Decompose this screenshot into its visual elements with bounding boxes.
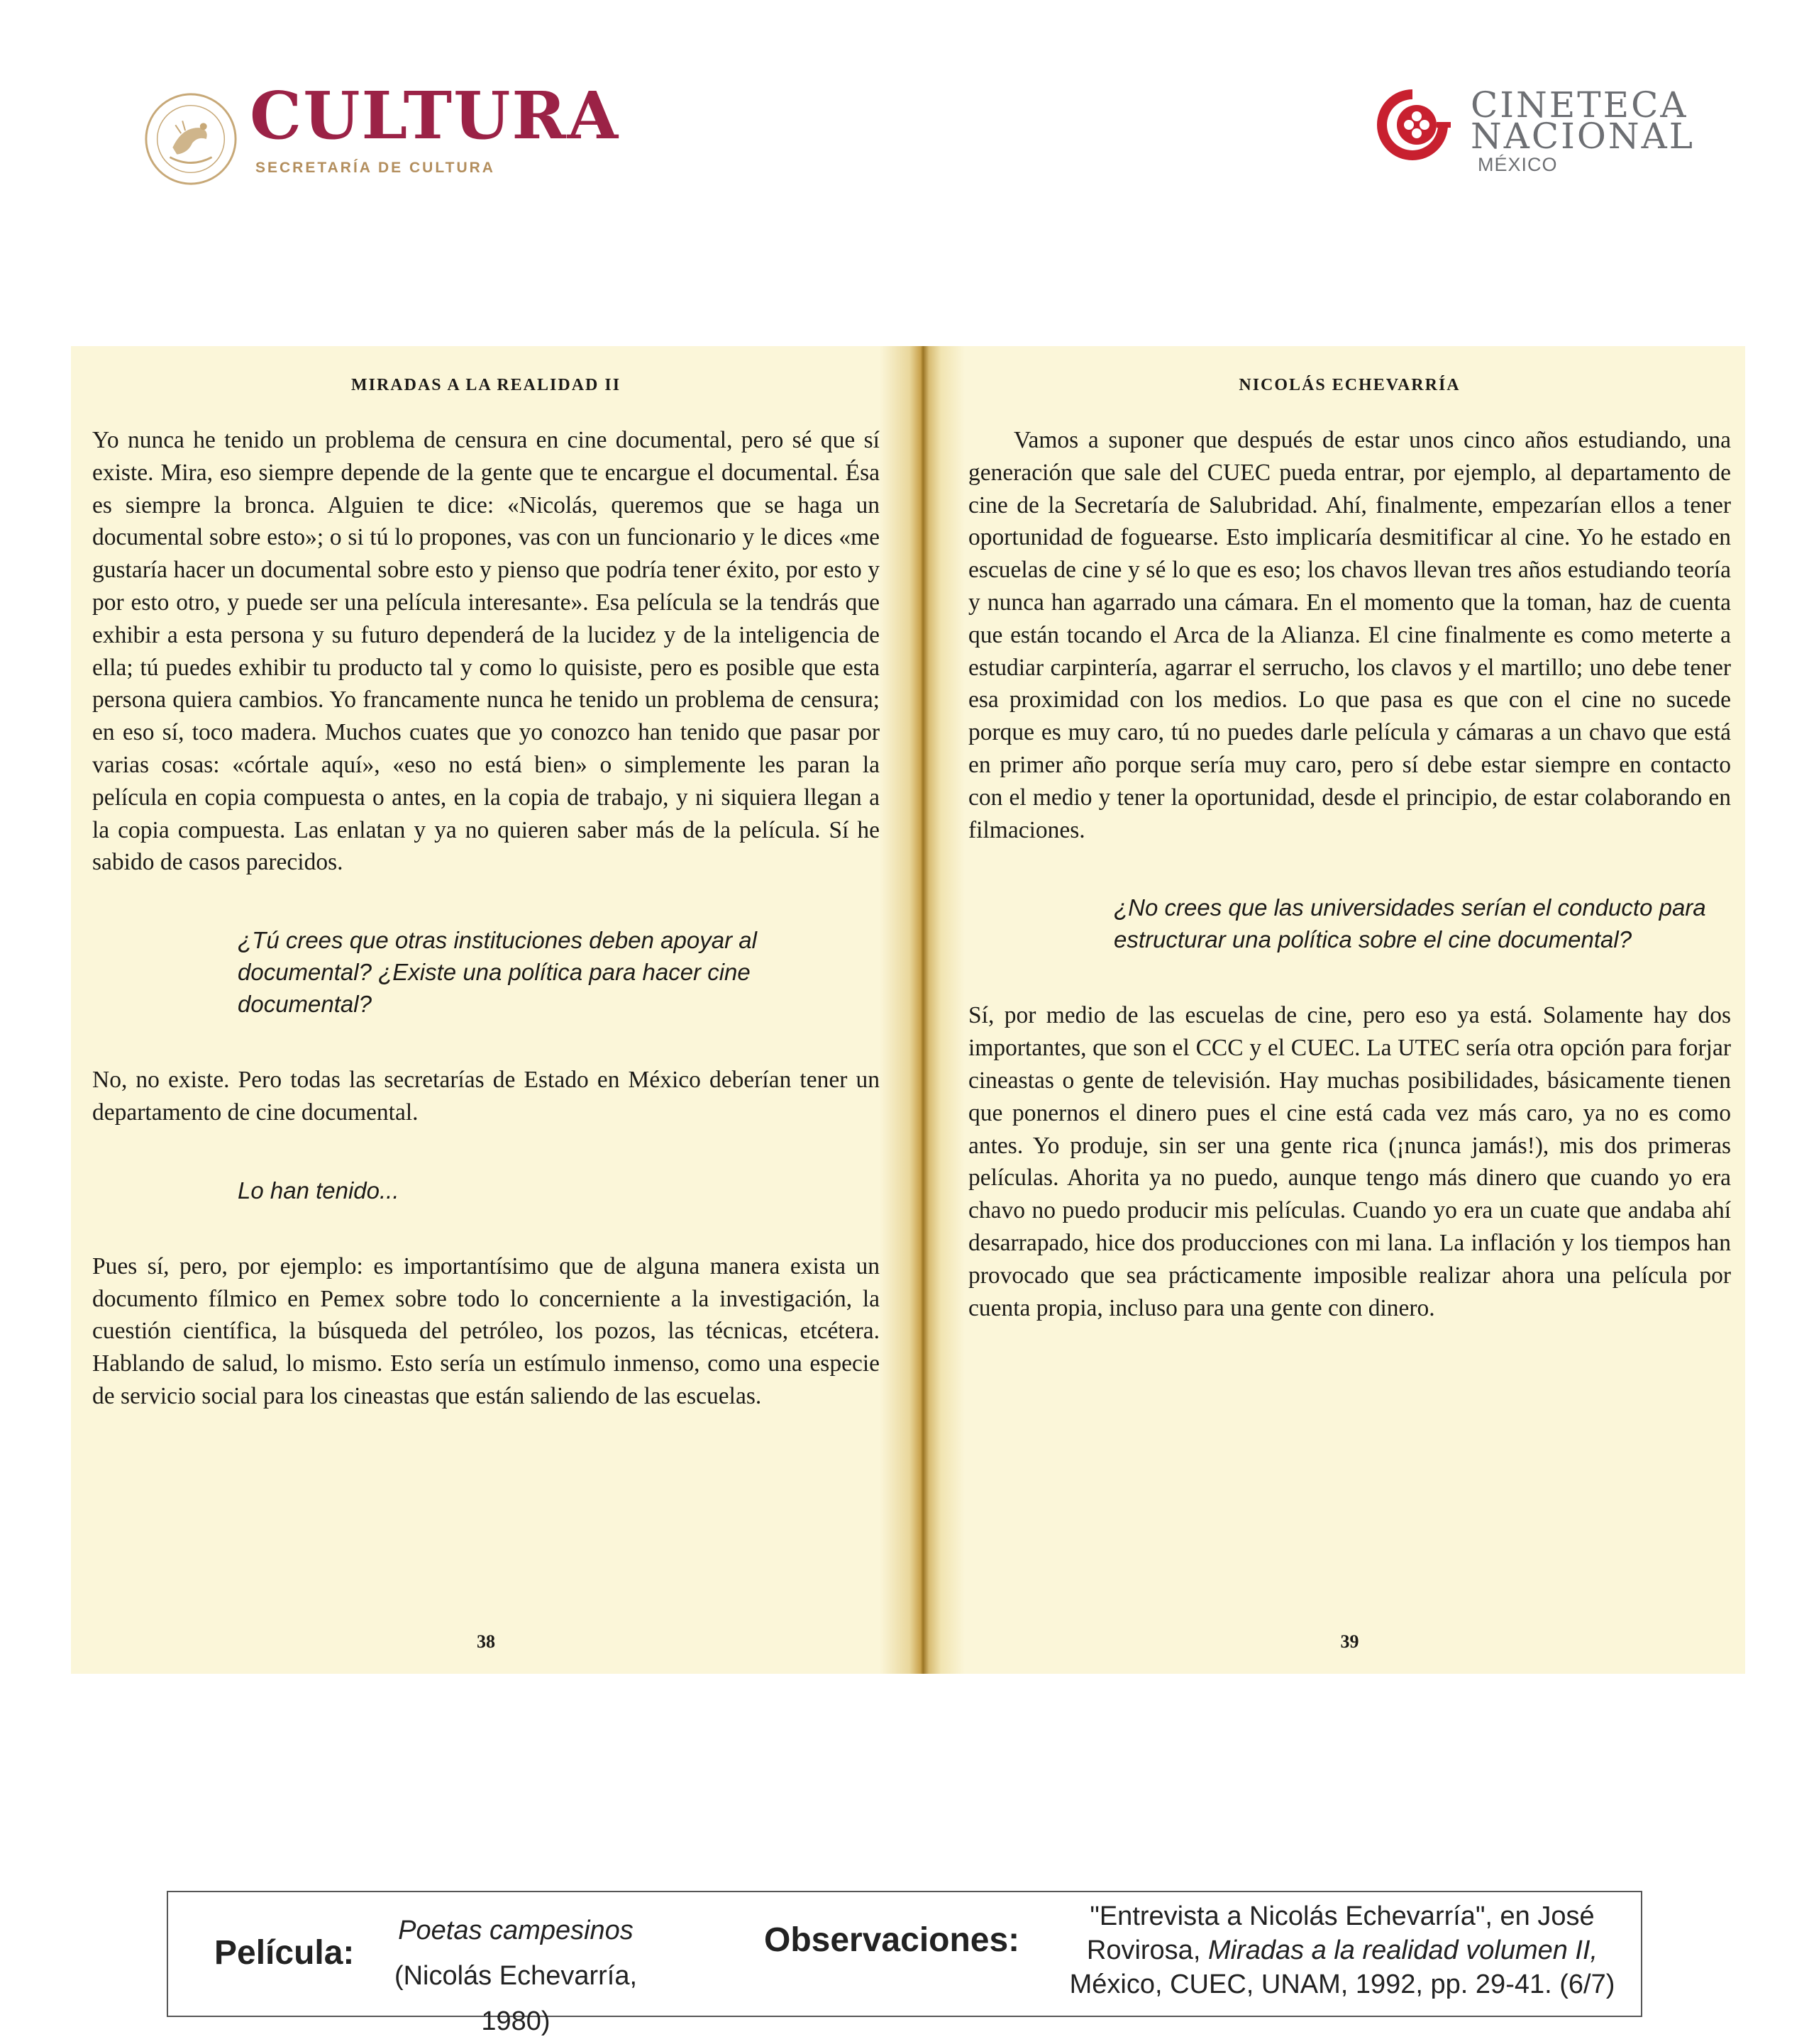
film-title: Poetas campesinos: [398, 1916, 634, 1945]
film-credit: (Nicolás Echevarría, 1980): [394, 1961, 638, 2036]
footer-info-box: [167, 1891, 1642, 2036]
cineteca-logo: [1366, 82, 1695, 181]
right-running-head: NICOLÁS ECHEVARRÍA: [1239, 376, 1461, 394]
observations-label: Observaciones:: [764, 1921, 1020, 1959]
observations-book-title: Miradas a la realidad volumen II,: [1207, 1935, 1598, 1965]
left-paragraph-3: Pues sí, pero, por ejemplo: es importantísimo que de alguna manera exista un documento fílmico en Pemex sobre todo lo concerniente a la investigación, la cuestión científica, la búsqueda del petróleo, los pozos, las técnicas, etcétera. Hablando de salud, lo mismo. Esto sería un estímulo inmenso, como una especie de servicio social para los cineastas que están saliendo de las escuelas.: [92, 1252, 880, 1409]
left-running-head: MIRADAS A LA REALIDAD II: [350, 376, 621, 394]
cultura-logo: [142, 77, 620, 188]
observations-text-1: "Entrevista a Nicolás Echevarría", en José Rovirosa,: [1086, 1901, 1595, 1965]
right-question-1: ¿No crees que las universidades serían el conducto para estructurar una política sobre el cine documental?: [1114, 894, 1706, 953]
cultura-subtitle: SECRETARÍA DE CULTURA: [255, 160, 495, 176]
book-scan: [71, 346, 1745, 1674]
left-text-block: [92, 424, 880, 1413]
film-reel-icon: [1373, 85, 1452, 165]
right-page-number: 39: [1340, 1631, 1359, 1652]
cultura-wordmark: CULTURA: [250, 77, 620, 154]
left-paragraph-2: No, no existe. Pero todas las secretarías de Estado en México deberían tener un departamento de cine documental.: [92, 1067, 880, 1126]
observations-text-2: México, CUEC, UNAM, 1992, pp. 29-41. (6/7): [1069, 1970, 1615, 1999]
left-paragraph-1: Yo nunca he tenido un problema de censura en cine documental, pero sé que sí existe. Mira, eso siempre depende de la gente que te encargue el documental. Ésa es siempre la bronca. Alguien te dice: «Nicolás, queremos que se haga un documental sobre esto»; o si tú lo propones, vas con un funcionario y le dices «me gustaría hacer un documental sobre esto y pienso que podría tener éxito, por esto y por esto otro, y puede ser una película interesante». Esa película se la tendrás que exhibir a esta persona y su futuro dependerá de la lucidez y de la inteligencia de ella; tú puedes exhibir tu producto tal y como lo quisiste, pero es posible que esta persona quiera cambios. Yo francamente nunca he tenido un problema de censura; en eso sí, toco madera. Muchos cuates que yo conozco han tenido que pasar por varias cosas: «córtale aquí», «eso no está bien» o simplemente les paran la película en copia compuesta o antes, en la copia de trabajo, y ni siquiera llegan a la copia compuesta. Las enlatan y ya no quieren saber más de la película. Sí he sabido de casos parecidos.: [92, 427, 880, 876]
left-page: [92, 346, 880, 1674]
left-question-1: ¿Tú crees que otras instituciones deben apoyar al documental? ¿Existe una política para hacer cine documental?: [238, 927, 757, 1018]
right-text-block: [968, 424, 1731, 1324]
film-value: [363, 1908, 668, 2044]
right-paragraph-2: Sí, por medio de las escuelas de cine, pero eso ya está. Solamente hay dos importantes, que son el CCC y el CUEC. La UTEC sería otra opción para forjar cineastas o gente de televisión. Hay muchas posibilidades, básicamente tienen que ponernos el dinero pues el cine está cada vez más caro, ya no es como antes. Yo produje, sin ser una gente rica (¡nunca jamás!), mis dos primeras películas. Ahorita ya no puedo, aunque tengo más dinero que cuando yo era chavo no puedo producir mis películas. Cuando yo era un cuate que andaba ahí desarrapado, hice dos producciones con mi lana. La inflación y los tiempos han provocado que sea prácticamente imposible realizar ahora una película por cuenta propia, incluso para una gente con dinero.: [968, 1002, 1731, 1321]
cineteca-line-1: CINETECA: [1471, 84, 1688, 126]
left-page-number: 38: [477, 1631, 495, 1652]
cineteca-country: MÉXICO: [1478, 154, 1558, 175]
cineteca-line-2: NACIONAL: [1471, 116, 1695, 157]
right-page: [968, 346, 1731, 1674]
right-paragraph-1: Vamos a suponer que después de estar unos cinco años estudiando, una generación que sale del CUEC pueda entrar, por ejemplo, al departamento de cine de la Secretaría de Salubridad. Ahí, finalmente, empezarían ellos a tener oportunidad de foguearse. Esto implicaría desmitificar al cine. Yo he estado en escuelas de cine y sé lo que es eso; los chavos llevan tres años estudiando teoría y nunca han agarrado una cámara. En el momento que la toman, haz de cuenta que están tocando el Arca de la Alianza. El cine finalmente es como meterte a estudiar carpintería, agarrar el serrucho, los clavos y el martillo; uno debe tener esa proximidad con los medios. Lo que pasa es que con el cine no sucede porque es muy caro, tú no puedes darle película y cámaras a un chavo que está en primer año porque sería muy caro, pero sí debe estar siempre en contacto con el medio y tener la oportunidad, desde el principio, de estar colaborando en filmaciones.: [968, 427, 1731, 843]
film-label: Película:: [214, 1934, 355, 1972]
left-question-2: Lo han tenido...: [238, 1177, 399, 1204]
book-gutter: [880, 346, 965, 1674]
mexican-seal-icon: [142, 90, 240, 188]
observations-value: [1048, 1899, 1637, 2001]
